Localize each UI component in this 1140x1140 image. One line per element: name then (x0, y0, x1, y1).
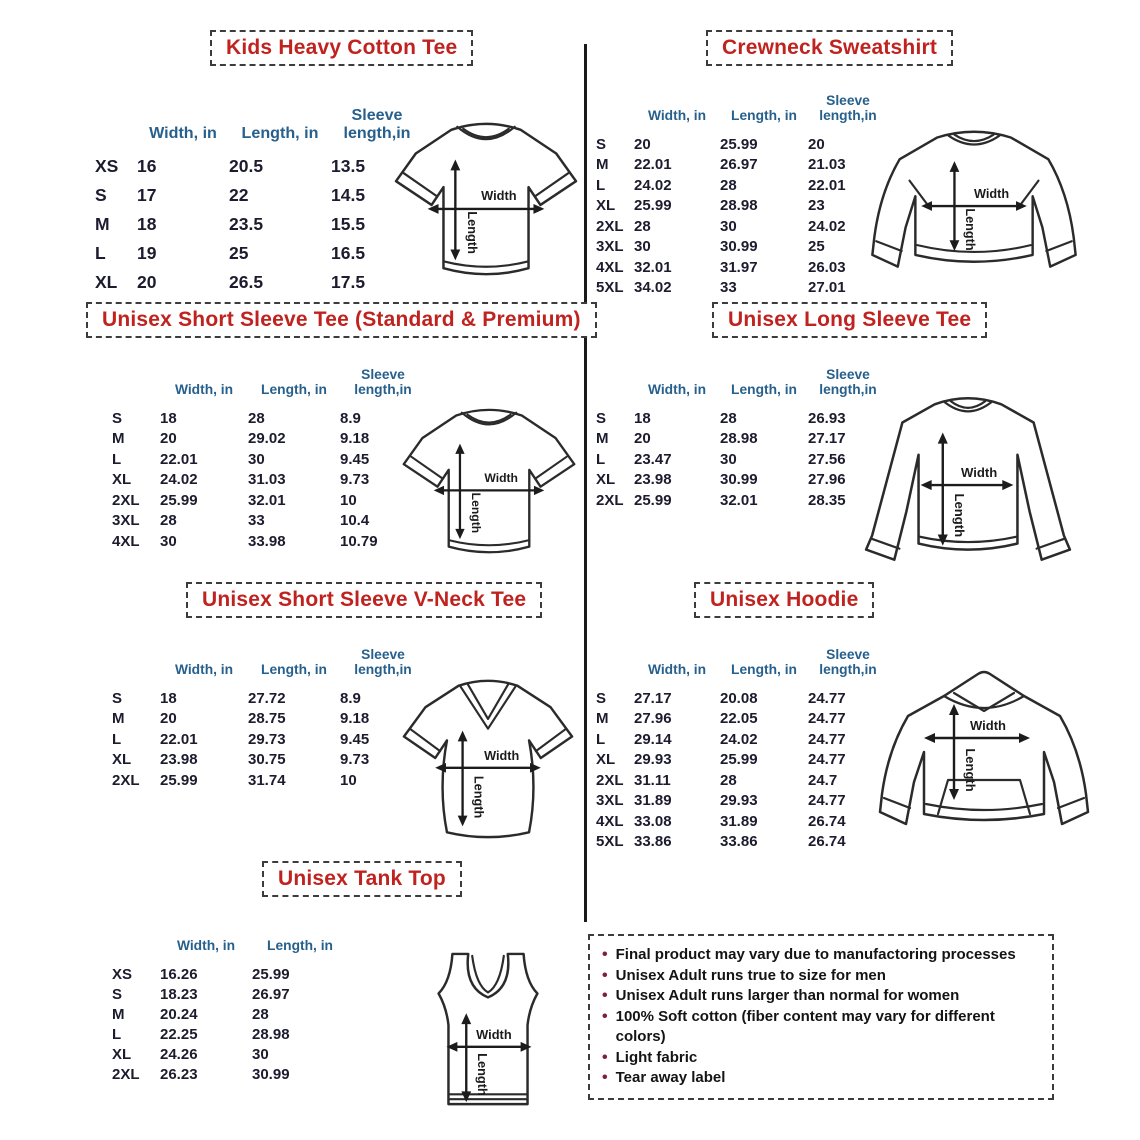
measurement-value: 9.18 (340, 710, 370, 728)
measurement-value: 26.74 (808, 812, 846, 830)
header-spacer (95, 84, 137, 152)
measurement-value: 25.99 (634, 197, 672, 215)
header-spacer (596, 78, 634, 134)
measurement-value: 26.97 (252, 985, 290, 1003)
measurement-value: 22 (229, 185, 249, 205)
width-label: Width (481, 188, 517, 203)
note-item (602, 1068, 1040, 1089)
size-table-unisex-tank-top (112, 908, 348, 1084)
width-label: Width (974, 187, 1010, 202)
size-label: S (112, 985, 123, 1003)
width-label: Width (970, 718, 1006, 733)
measurement-value: 9.73 (340, 751, 370, 769)
column-header: Width, in (647, 108, 707, 124)
size-label: L (112, 450, 122, 468)
measurement-value: 10 (340, 771, 357, 789)
measurement-value: 15.5 (331, 214, 366, 234)
kids-tee-illustration (392, 110, 580, 290)
measurement-value: 34.02 (634, 279, 672, 297)
measurement-value: 22.05 (720, 710, 758, 728)
measurement-value: 27.96 (634, 710, 672, 728)
measurement-value: 33.08 (634, 812, 672, 830)
column-divider-line (584, 44, 587, 922)
measurement-value: 28.75 (248, 710, 286, 728)
measurement-value: 24.77 (808, 730, 846, 748)
measurement-value: 28 (720, 771, 737, 789)
measurement-value: 29.14 (634, 730, 672, 748)
column-header: Length, in (731, 108, 797, 124)
measurement-value: 18 (160, 409, 177, 427)
column-header: Sleeve length,in (354, 647, 412, 678)
size-label: 3XL (596, 792, 624, 810)
measurement-value: 25.99 (160, 491, 198, 509)
size-label: 2XL (112, 1065, 140, 1083)
column-header: Width, in (174, 662, 234, 678)
column-header: Length, in (261, 662, 327, 678)
measurement-value: 17.5 (331, 272, 366, 292)
bullet-icon: • (602, 946, 608, 963)
measurement-value: 22.01 (808, 176, 846, 194)
size-label: L (596, 730, 606, 748)
measurement-value: 28 (720, 176, 737, 194)
size-label: S (112, 689, 123, 707)
measurement-value: 21.03 (808, 156, 846, 174)
size-label: M (112, 1005, 125, 1023)
note-text: Final product may vary due to manufactoring processes (615, 946, 1016, 963)
size-label: L (596, 450, 606, 468)
measurement-value: 29.02 (248, 430, 286, 448)
tank-top-illustration (424, 948, 552, 1118)
measurement-value: 27.17 (634, 689, 672, 707)
section-title-kids-heavy-cotton-tee: Kids Heavy Cotton Tee (210, 30, 473, 66)
size-label: 2XL (112, 491, 140, 509)
measurement-value: 28 (160, 512, 177, 530)
section-title-unisex-long-sleeve-tee: Unisex Long Sleeve Tee (712, 302, 987, 338)
measurement-value: 28.98 (720, 197, 758, 215)
long-sleeve-tee-illustration (858, 388, 1078, 574)
measurement-value: 29.93 (634, 751, 672, 769)
size-label: XL (596, 197, 616, 215)
column-header: Length, in (731, 662, 797, 678)
length-label: Length (465, 211, 481, 255)
measurement-value: 24.02 (808, 217, 846, 235)
measurement-value: 20 (808, 135, 825, 153)
measurement-value: 28 (634, 217, 651, 235)
measurement-value: 22.01 (160, 450, 198, 468)
width-label: Width (476, 1026, 512, 1042)
length-label: Length (951, 493, 967, 538)
measurement-value: 23 (808, 197, 825, 215)
size-label: S (596, 135, 607, 153)
size-table-unisex-long-sleeve-tee (596, 352, 888, 511)
size-label: L (112, 730, 122, 748)
measurement-value: 28 (720, 409, 737, 427)
length-label: Length (475, 1053, 491, 1096)
measurement-value: 18 (160, 689, 177, 707)
column-header: Width, in (149, 123, 217, 142)
size-label: M (596, 430, 609, 448)
size-label: XL (95, 272, 118, 292)
column-header: Width, in (647, 382, 707, 398)
measurement-value: 30 (248, 450, 265, 468)
note-item (602, 1007, 1040, 1048)
measurement-value: 33 (720, 279, 737, 297)
measurement-value: 13.5 (331, 156, 366, 176)
measurement-value: 28 (248, 409, 265, 427)
bullet-icon: • (602, 987, 608, 1004)
measurement-value: 8.9 (340, 409, 361, 427)
measurement-value: 31.11 (634, 771, 671, 789)
length-label: Length (963, 748, 978, 792)
measurement-value: 30 (634, 238, 651, 256)
column-header: Width, in (647, 662, 707, 678)
measurement-value: 26.23 (160, 1065, 198, 1083)
measurement-value: 18 (634, 409, 651, 427)
size-label: XL (112, 471, 132, 489)
measurement-value: 9.18 (340, 430, 370, 448)
header-spacer (112, 908, 160, 964)
hoodie-illustration (878, 666, 1090, 856)
size-label: M (112, 710, 125, 728)
measurement-value: 30.99 (252, 1065, 290, 1083)
measurement-value: 17 (137, 185, 157, 205)
size-table-kids-heavy-cotton-tee (95, 84, 423, 297)
measurement-value: 30 (720, 450, 737, 468)
v-neck-tee-illustration (402, 668, 574, 848)
size-label: 2XL (596, 491, 624, 509)
measurement-value: 24.77 (808, 792, 846, 810)
measurement-value: 20.08 (720, 689, 758, 707)
crewneck-sweatshirt-illustration (868, 122, 1080, 294)
measurement-value: 30 (160, 532, 177, 550)
section-title-crewneck-sweatshirt: Crewneck Sweatshirt (706, 30, 953, 66)
measurement-value: 28.98 (720, 430, 758, 448)
measurement-value: 20 (634, 430, 651, 448)
measurement-value: 25.99 (252, 965, 290, 983)
measurement-value: 20 (634, 135, 651, 153)
measurement-value: 25.99 (634, 491, 672, 509)
measurement-value: 14.5 (331, 185, 366, 205)
size-label: L (596, 176, 606, 194)
measurement-value: 23.98 (160, 751, 198, 769)
column-header: Length, in (261, 382, 327, 398)
column-header: Sleeve length,in (819, 647, 877, 678)
column-header: Sleeve length,in (819, 93, 877, 124)
measurement-value: 24.02 (160, 471, 198, 489)
size-label: 2XL (596, 771, 624, 789)
size-label: 2XL (596, 217, 624, 235)
size-label: M (596, 710, 609, 728)
measurement-value: 22.01 (634, 156, 672, 174)
header-spacer (596, 352, 634, 408)
note-text: Unisex Adult runs true to size for men (615, 966, 886, 984)
size-label: S (596, 409, 607, 427)
measurement-value: 25 (229, 243, 249, 263)
measurement-value: 32.01 (248, 491, 286, 509)
measurement-value: 33 (248, 512, 265, 530)
measurement-value: 27.72 (248, 689, 286, 707)
measurement-value: 26.97 (720, 156, 758, 174)
measurement-value: 23.47 (634, 450, 672, 468)
measurement-value: 31.74 (248, 771, 286, 789)
measurement-value: 25.99 (720, 751, 758, 769)
note-item (602, 986, 1040, 1007)
note-item (602, 966, 1040, 987)
size-label: XS (112, 965, 133, 983)
column-header: Length, in (731, 382, 797, 398)
measurement-value: 10.4 (340, 512, 370, 530)
column-header: Width, in (176, 938, 236, 954)
width-label: Width (484, 471, 519, 485)
header-spacer (596, 632, 634, 688)
length-label: Length (963, 208, 978, 251)
measurement-value: 27.17 (808, 430, 846, 448)
measurement-value: 31.03 (248, 471, 286, 489)
note-text: 100% Soft cotton (fiber content may vary for different colors) (615, 1007, 995, 1045)
measurement-value: 16.5 (331, 243, 366, 263)
size-label: 3XL (596, 238, 624, 256)
section-title-unisex-hoodie: Unisex Hoodie (694, 582, 874, 618)
section-title-unisex-tank-top: Unisex Tank Top (262, 861, 462, 897)
measurement-value: 10 (340, 491, 357, 509)
measurement-value: 20.24 (160, 1005, 198, 1023)
measurement-value: 26.74 (808, 833, 846, 851)
measurement-value: 30.99 (720, 471, 758, 489)
size-label: M (596, 156, 609, 174)
note-item (602, 1048, 1040, 1069)
measurement-value: 24.02 (720, 730, 758, 748)
measurement-value: 30 (720, 217, 737, 235)
size-label: XS (95, 156, 119, 176)
measurement-value: 9.73 (340, 471, 370, 489)
size-label: S (112, 409, 123, 427)
measurement-value: 28.98 (252, 1025, 290, 1043)
measurement-value: 29.93 (720, 792, 758, 810)
size-label: M (95, 214, 110, 234)
size-label: 4XL (596, 812, 624, 830)
bullet-icon: • (602, 966, 608, 984)
width-label: Width (484, 748, 520, 763)
measurement-value: 23.98 (634, 471, 672, 489)
column-header: Sleeve length,in (819, 367, 877, 398)
measurement-value: 31.89 (720, 812, 758, 830)
measurement-value: 10.79 (340, 532, 378, 550)
note-text: Unisex Adult runs larger than normal for women (615, 987, 960, 1004)
measurement-value: 20 (160, 430, 177, 448)
measurement-value: 20.5 (229, 156, 264, 176)
size-table-unisex-v-neck-tee (112, 632, 426, 791)
measurement-value: 19 (137, 243, 157, 263)
size-label: 4XL (112, 532, 140, 550)
measurement-value: 33.86 (720, 833, 758, 851)
length-label: Length (469, 492, 484, 534)
measurement-value: 27.01 (808, 279, 846, 297)
size-label: XL (112, 1045, 132, 1063)
size-label: 5XL (596, 833, 624, 851)
measurement-value: 8.9 (340, 689, 361, 707)
size-table-crewneck-sweatshirt (596, 78, 888, 298)
measurement-value: 30 (252, 1045, 269, 1063)
measurement-value: 26.93 (808, 409, 846, 427)
measurement-value: 24.77 (808, 751, 846, 769)
size-label: XL (112, 751, 132, 769)
measurement-value: 29.73 (248, 730, 286, 748)
measurement-value: 25.99 (720, 135, 758, 153)
note-item (602, 945, 1040, 966)
measurement-value: 24.02 (634, 176, 672, 194)
size-label: M (112, 430, 125, 448)
measurement-value: 32.01 (634, 258, 672, 276)
section-title-unisex-short-sleeve-tee: Unisex Short Sleeve Tee (Standard & Premium) (86, 302, 597, 338)
column-header: Length, in (267, 938, 333, 954)
size-label: 4XL (596, 258, 624, 276)
measurement-value: 27.96 (808, 471, 846, 489)
note-text: Light fabric (615, 1048, 698, 1066)
measurement-value: 33.86 (634, 833, 672, 851)
section-title-unisex-v-neck-tee: Unisex Short Sleeve V-Neck Tee (186, 582, 542, 618)
length-label: Length (471, 775, 486, 819)
measurement-value: 24.77 (808, 689, 846, 707)
size-label: L (112, 1025, 122, 1043)
note-text: Tear away label (615, 1069, 726, 1086)
bullet-icon: • (602, 1007, 608, 1025)
measurement-value: 24.26 (160, 1045, 198, 1063)
measurement-value: 18.23 (160, 985, 198, 1003)
width-label: Width (960, 464, 998, 480)
measurement-value: 9.45 (340, 450, 370, 468)
column-header: Sleeve length,in (343, 106, 411, 142)
measurement-value: 28.35 (808, 491, 846, 509)
measurement-value: 27.56 (808, 450, 846, 468)
measurement-value: 16 (137, 156, 157, 176)
measurement-value: 30.75 (248, 751, 286, 769)
measurement-value: 30.99 (720, 238, 758, 256)
measurement-value: 25.99 (160, 771, 198, 789)
measurement-value: 31.97 (720, 258, 758, 276)
measurement-value: 24.77 (808, 710, 846, 728)
measurement-value: 31.89 (634, 792, 672, 810)
measurement-value: 23.5 (229, 214, 264, 234)
column-header: Sleeve length,in (354, 367, 412, 398)
measurement-value: 26.03 (808, 258, 846, 276)
measurement-value: 24.7 (808, 771, 838, 789)
measurement-value: 22.25 (160, 1025, 198, 1043)
measurement-value: 32.01 (720, 491, 758, 509)
size-label: 5XL (596, 279, 624, 297)
size-table-unisex-hoodie (596, 632, 888, 852)
measurement-value: 16.26 (160, 965, 198, 983)
measurement-value: 20 (160, 710, 177, 728)
measurement-value: 33.98 (248, 532, 286, 550)
size-label: 3XL (112, 512, 140, 530)
measurement-value: 9.45 (340, 730, 370, 748)
size-table-unisex-short-sleeve-tee (112, 352, 426, 552)
bullet-icon: • (602, 1069, 608, 1086)
bullet-icon: • (602, 1048, 608, 1066)
column-header: Width, in (174, 382, 234, 398)
size-label: XL (596, 751, 616, 769)
measurement-value: 18 (137, 214, 157, 234)
size-label: S (596, 689, 607, 707)
measurement-value: 22.01 (160, 730, 198, 748)
size-label: XL (596, 471, 616, 489)
size-label: 2XL (112, 771, 140, 789)
header-spacer (112, 352, 160, 408)
notes-box (588, 934, 1054, 1100)
size-label: S (95, 185, 107, 205)
size-label: L (95, 243, 106, 263)
measurement-value: 25 (808, 238, 825, 256)
measurement-value: 26.5 (229, 272, 264, 292)
header-spacer (112, 632, 160, 688)
unisex-tee-illustration (400, 396, 578, 568)
measurement-value: 28 (252, 1005, 269, 1023)
measurement-value: 20 (137, 272, 157, 292)
column-header: Length, in (241, 123, 319, 142)
